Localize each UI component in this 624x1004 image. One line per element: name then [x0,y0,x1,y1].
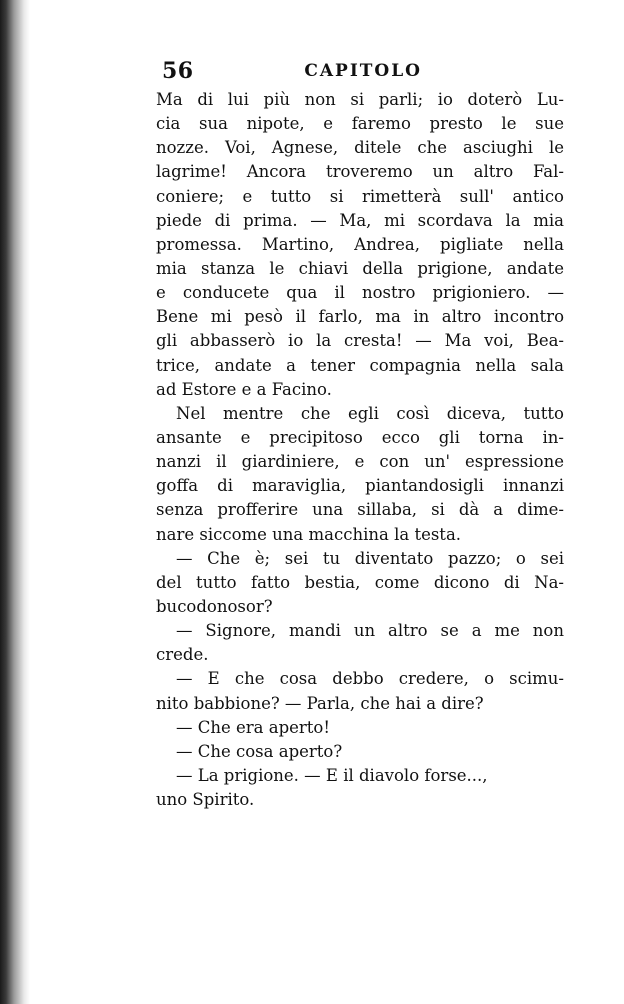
text-line: uno Spirito. [156,790,255,810]
text-line: Bene mi pesò il farlo, ma in altro incontro [156,307,564,327]
text-line: coniere; e tutto si rimetterà sull' antico [156,186,564,206]
binding-shadow [0,0,30,1004]
text-line: nare siccome una macchina la testa. [156,524,462,544]
text-line: Ma di lui più non si parli; io doterò Lu- [156,90,564,109]
text-line: — Che cosa aperto? [176,741,343,761]
text-line: crede. [156,645,209,665]
text-line: nozze. Voi, Agnese, ditele che asciughi le [156,138,564,158]
text-line: mia stanza le chiavi della prigione, andate [156,258,564,278]
running-head: CAPITOLO [304,61,422,81]
text-line: lagrime! Ancora troveremo un altro Fal- [156,162,564,182]
text-line: — Signore, mandi un altro se a me non [176,621,564,641]
text-line: e conducete qua il nostro prigioniero. — [156,283,564,303]
text-line: — Che è; sei tu diventato pazzo; o sei [176,548,564,568]
text-line: ansante e precipitoso ecco gli torna in- [156,427,564,447]
text-line: promessa. Martino, Andrea, pigliate nella [156,234,564,254]
text-line: — E che cosa debbo credere, o scimu- [176,669,564,689]
text-line: trice, andate a tener compagnia nella sala [156,355,564,375]
text-line: senza profferire una sillaba, si dà a dime- [156,500,564,520]
text-line: ad Estore e a Facino. [156,379,332,399]
page-header [162,58,422,90]
text-line: — La prigione. — E il diavolo forse..., [176,765,488,785]
text-line: cia sua nipote, e faremo presto le sue [156,114,564,134]
text-line: nanzi il giardiniere, e con un' espressione [156,452,564,472]
page-number: 56 [162,58,194,84]
text-line: nito babbione? — Parla, che hai a dire? [156,693,484,713]
text-line: del tutto fatto bestia, come dicono di Na- [156,572,564,592]
text-line: piede di prima. — Ma, mi scordava la mia [156,210,564,230]
body-text [156,88,564,812]
text-line: Nel mentre che egli così diceva, tutto [176,403,564,423]
text-line: bucodonosor? [156,596,273,616]
text-line: goffa di maraviglia, piantandosigli innanzi [156,476,564,496]
text-line: gli abbasserò io la cresta! — Ma voi, Bea- [156,331,564,351]
text-line: — Che era aperto! [176,717,330,737]
